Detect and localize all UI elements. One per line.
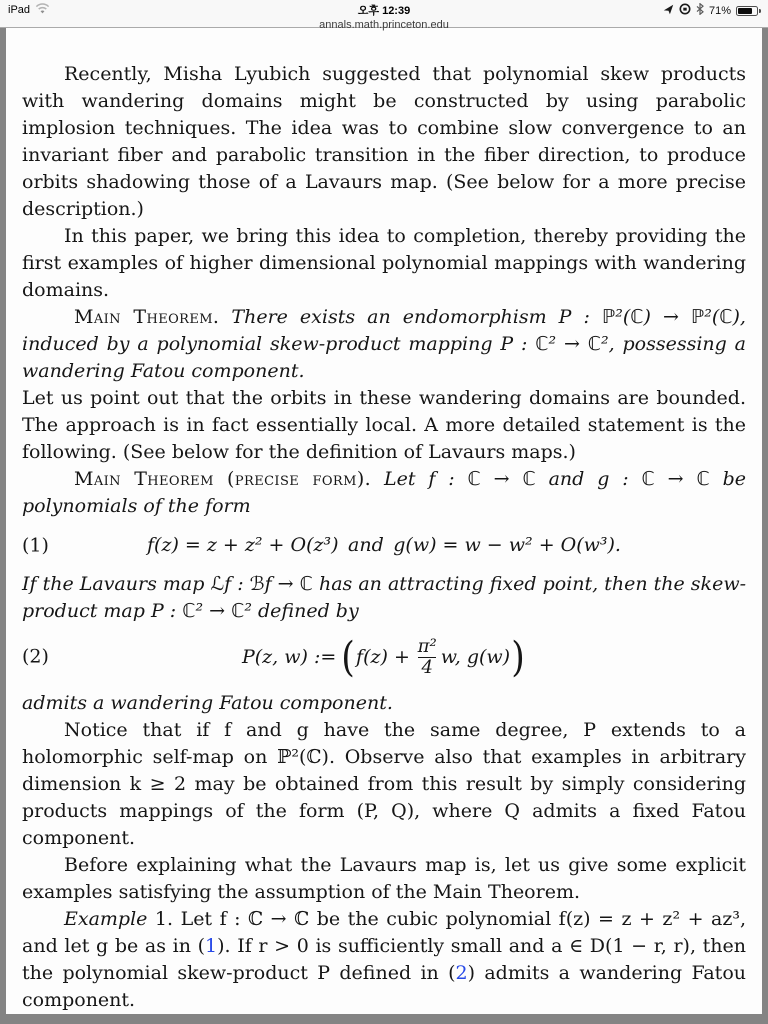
theorem-conclusion: admits a wandering Fatou component. [22, 691, 393, 714]
url-label[interactable]: annals.math.princeton.edu [319, 19, 449, 31]
status-bar-center [0, 0, 768, 31]
bluetooth-icon [696, 3, 704, 18]
example-1 [22, 906, 746, 1014]
main-theorem-heading: Main Theorem. [74, 306, 220, 328]
equation-2-term1: f(z) + [356, 645, 414, 668]
equation-1-number: (1) [22, 534, 49, 556]
carrier-label: iPad [8, 4, 31, 16]
equation-2-formula [241, 633, 526, 681]
pdf-viewer[interactable] [0, 28, 768, 1024]
paragraph-orbits-bounded: Let us point out that the orbits in these wandering domains are bounded. The approach is in fact essentially local. A more detailed statement is the following. (See below for the definition of Lavaurs maps.) [22, 387, 746, 463]
paragraph-before-explaining: Before explaining what the Lavaurs map is, let us give some explicit examples satisfying the assumption of the Main Theorem. [22, 853, 746, 903]
main-theorem [22, 304, 746, 385]
big-open-paren: ( [341, 633, 355, 681]
example-text-2: ). If r > 0 is sufficiently small and a ∈ D(1 − r, r), then the polynomial skew-product P defined in ( [22, 934, 746, 984]
status-bar-right [663, 3, 761, 18]
example-text-3: ) admits a wandering Fatou component. [22, 961, 746, 1011]
equation-1-formula: f(z) = z + z² + O(z³) and g(w) = w − w² + O(w³). [147, 534, 621, 556]
paragraph-same-degree: Notice that if f and g have the same degree, P extends to a holomorphic self-map on ℙ²(ℂ). Observe also that examples in arbitrary dimension k ≥ 2 may be obtained from this result by simply considering products mappings of the form (P, Q), where Q admits a fixed Fatou component. [22, 718, 746, 849]
main-theorem-precise-heading: Main Theorem (precise form). [74, 468, 372, 490]
equation-2-term2: w, g(w) [440, 645, 511, 668]
paragraph-this-paper: In this paper, we bring this idea to completion, thereby providing the first examples of higher dimensional polynomial mappings with wandering domains. [22, 225, 746, 301]
fraction-numerator: π² [417, 636, 437, 658]
main-theorem-body: There exists an endomorphism P : ℙ²(ℂ) → ℙ²(ℂ), induced by a polynomial skew-product mapping P : ℂ² → ℂ², possessing a wandering Fatou component. [22, 306, 746, 382]
equation-1 [22, 532, 746, 559]
theorem-hypothesis-lavaurs: If the Lavaurs map ℒf : ℬf → ℂ has an attracting fixed point, then the skew-product map P : ℂ² → ℂ² defined by [22, 573, 746, 622]
paragraph-lyubich-suggestion: Recently, Misha Lyubich suggested that polynomial skew products with wandering domains might be constructed by using parabolic implosion techniques. The idea was to combine slow convergence to an invariant fiber and parabolic transition in the fiber direction, to produce orbits shadowing those of a Lavaurs map. (See below for a more precise description.) [22, 63, 746, 220]
main-theorem-precise-body: Let f : ℂ → ℂ and g : ℂ → ℂ be polynomials of the form [22, 468, 746, 517]
big-close-paren: ) [511, 633, 525, 681]
location-arrow-icon [663, 4, 674, 18]
rotation-lock-icon [679, 3, 691, 18]
example-text-1: 1. Let f : ℂ → ℂ be the cubic polynomial f(z) = z + z² + az³, and let g be as in ( [22, 907, 746, 957]
status-bar [0, 0, 768, 31]
equation-2-number: (2) [22, 645, 49, 668]
example-label: Example [64, 907, 148, 930]
battery-percent-label: 71% [708, 4, 731, 17]
link-ref-equation-2[interactable]: 2 [455, 961, 468, 984]
link-ref-equation-1[interactable]: 1 [205, 934, 218, 957]
main-theorem-precise [22, 466, 746, 520]
fraction-denominator: 4 [418, 657, 435, 678]
battery-icon [736, 6, 761, 16]
fraction-pi-squared-over-4 [415, 637, 440, 678]
clock: 오후 12:39 [357, 5, 411, 17]
equation-2 [22, 633, 746, 681]
equation-2-lhs: P(z, w) := [241, 645, 341, 668]
document-page [6, 28, 762, 1014]
